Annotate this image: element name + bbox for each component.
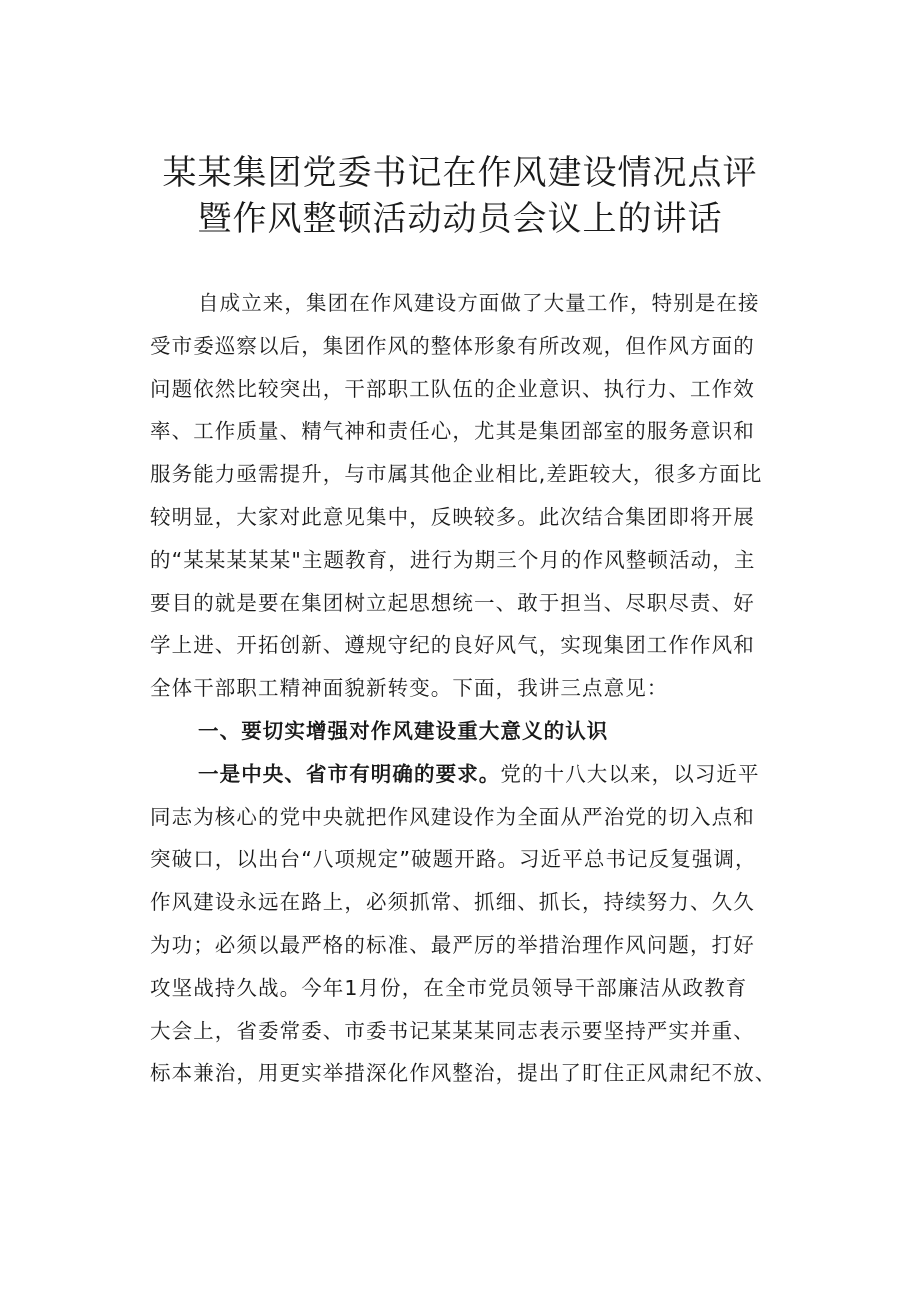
paragraph-line: 同志为核心的党中央就把作风建设作为全面从严治党的切入点和 bbox=[150, 804, 755, 829]
paragraph-line: 率、工作质量、精气神和责任心，尤其是集团部室的服务意识和 bbox=[150, 419, 755, 444]
document-title bbox=[0, 150, 920, 242]
title-line-2: 暨作风整顿活动动员会议上的讲话 bbox=[197, 199, 723, 239]
paragraph-line: 学上进、开拓创新、遵规守纪的良好风气，实现集团工作作风和 bbox=[150, 633, 755, 658]
paragraph-line bbox=[150, 753, 802, 796]
document-body bbox=[150, 282, 802, 1095]
paragraph-line: 受市委巡察以后，集团作风的整体形象有所改观，但作风方面的 bbox=[150, 333, 755, 358]
paragraph-line: 为功；必须以最严格的标准、最严厉的举措治理作风问题，打好 bbox=[150, 932, 755, 957]
paragraph-line-rest: 党的十八大以来，以习近平 bbox=[500, 761, 760, 786]
paragraph-line: 要目的就是要在集团树立起思想统一、敢于担当、尽职尽责、好 bbox=[150, 590, 755, 615]
paragraph-line: 较明显，大家对此意见集中，反映较多。此次结合集团即将开展 bbox=[150, 504, 755, 529]
paragraph-line: 的“某某某某某"主题教育，进行为期三个月的作风整顿活动，主 bbox=[150, 547, 756, 572]
paragraph-lead: 一是中央、省市有明确的要求。 bbox=[198, 761, 501, 786]
paragraph-line: 全体干部职工精神面貌新转变。下面，我讲三点意见： bbox=[150, 676, 669, 701]
section-heading: 一、要切实增强对作风建设重大意义的认识 bbox=[198, 718, 609, 743]
title-line-1: 某某集团党委书记在作风建设情况点评 bbox=[162, 153, 758, 193]
paragraph-line: 作风建设永远在路上，必须抓常、抓细、抓长，持续努力、久久 bbox=[150, 890, 755, 915]
paragraph-line: 自成立来，集团在作风建设方面做了大量工作，特别是在接 bbox=[198, 291, 760, 315]
paragraph-line: 服务能力亟需提升，与市属其他企业相比,差距较大，很多方面比 bbox=[150, 462, 763, 487]
paragraph-line: 大会上，省委常委、市委书记某某某同志表示要坚持严实并重、 bbox=[150, 1018, 755, 1043]
paragraph-line: 问题依然比较突出，干部职工队伍的企业意识、执行力、工作效 bbox=[150, 376, 755, 401]
paragraph-line: 突破口，以出台“八项规定”破题开路。习近平总书记反复强调， bbox=[150, 847, 757, 872]
paragraph-line: 标本兼治，用更实举措深化作风整治，提出了盯住正风肃纪不放、 bbox=[150, 1061, 777, 1086]
paragraph-line: 攻坚战持久战。今年1月份，在全市党员领导干部廉洁从政教育 bbox=[150, 975, 748, 1000]
